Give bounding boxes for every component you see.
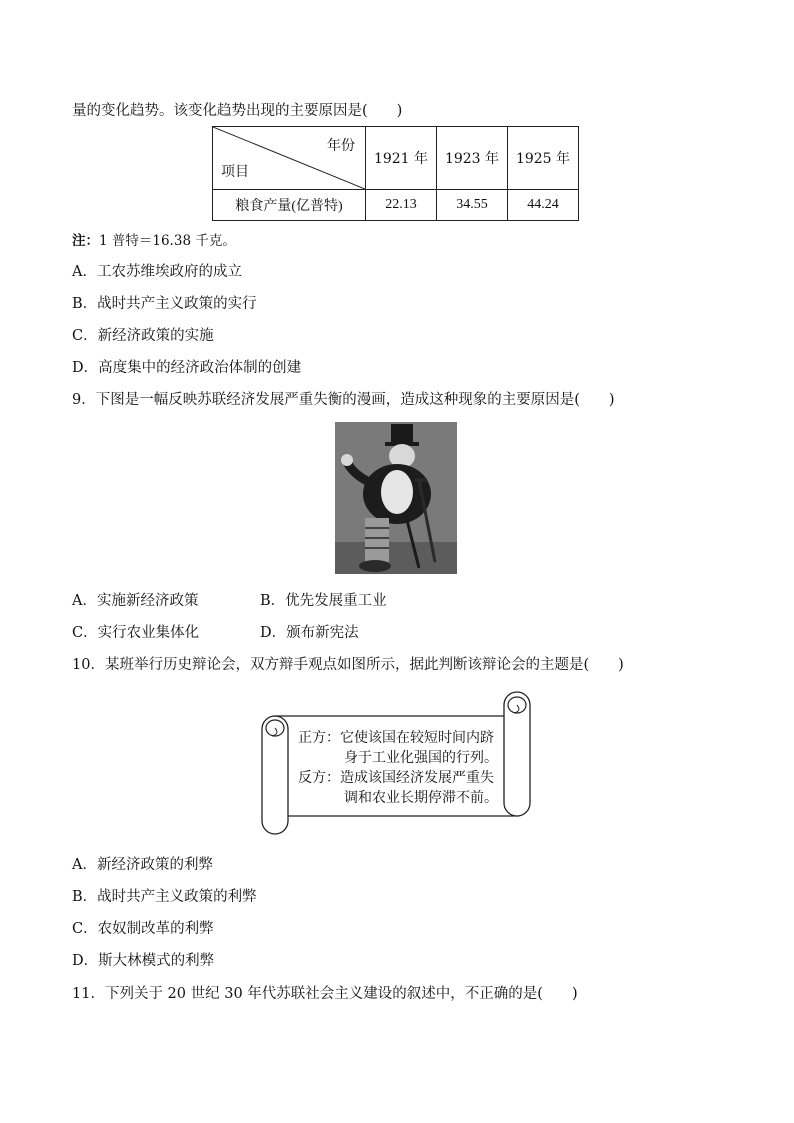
- pro-viewpoint-line2: 身于工业化强国的行列。: [344, 750, 498, 766]
- q9-option-a: A．实施新经济政策: [72, 593, 199, 609]
- debate-viewpoints: [298, 728, 498, 808]
- q9-option-b: B．优先发展重工业: [260, 593, 387, 609]
- row-label: 粮食产量(亿普特): [213, 190, 366, 221]
- q8-option-d: D．高度集中的经济政治体制的创建: [72, 360, 302, 376]
- con-viewpoint-line2: 调和农业长期停滞不前。: [344, 790, 498, 806]
- con-viewpoint-line1: 反方：造成该国经济发展严重失: [298, 770, 494, 786]
- value-1921: 22.13: [366, 190, 437, 221]
- q10-option-b: B．战时共产主义政策的利弊: [72, 889, 257, 905]
- header-year-label: 年份: [327, 138, 355, 154]
- q10-option-a: A．新经济政策的利弊: [72, 857, 213, 873]
- table-diagonal-header: [213, 127, 366, 190]
- economic-imbalance-cartoon: [335, 422, 457, 574]
- q10-option-c: C．农奴制改革的利弊: [72, 921, 214, 937]
- pro-viewpoint-line1: 正方：它使该国在较短时间内跻: [298, 730, 494, 746]
- table-note: [72, 232, 236, 250]
- header-item-label: 项目: [221, 164, 249, 180]
- note-label: 注：: [72, 233, 99, 249]
- year-1921: 1921 年: [366, 127, 437, 190]
- q8-option-c: C．新经济政策的实施: [72, 328, 214, 344]
- grain-output-table: [212, 126, 579, 221]
- value-1923: 34.55: [437, 190, 508, 221]
- q8-option-b: B．战时共产主义政策的实行: [72, 296, 257, 312]
- note-text: 1 普特＝16.38 千克。: [99, 233, 236, 249]
- year-1923: 1923 年: [437, 127, 508, 190]
- q9-options-row-2: [72, 623, 359, 643]
- year-1925: 1925 年: [508, 127, 579, 190]
- value-1925: 44.24: [508, 190, 579, 221]
- q10-option-d: D．斯大林模式的利弊: [72, 953, 215, 969]
- q10-stem: 10．某班举行历史辩论会，双方辩手观点如图所示，据此判断该辩论会的主题是( ): [72, 657, 624, 673]
- cartoon-figure-image: [335, 422, 457, 574]
- q8-option-a: A．工农苏维埃政府的成立: [72, 264, 242, 280]
- q8-stem: 量的变化趋势。该变化趋势出现的主要原因是( ): [72, 103, 403, 119]
- q9-stem: 9．下图是一幅反映苏联经济发展严重失衡的漫画，造成这种现象的主要原因是( ): [72, 392, 615, 408]
- q9-options-row-1: [72, 591, 387, 611]
- q11-stem: 11．下列关于 20 世纪 30 年代苏联社会主义建设的叙述中，不正确的是( ): [72, 986, 578, 1002]
- q9-option-d: D．颁布新宪法: [260, 625, 359, 641]
- q9-option-c: C．实行农业集体化: [72, 625, 200, 641]
